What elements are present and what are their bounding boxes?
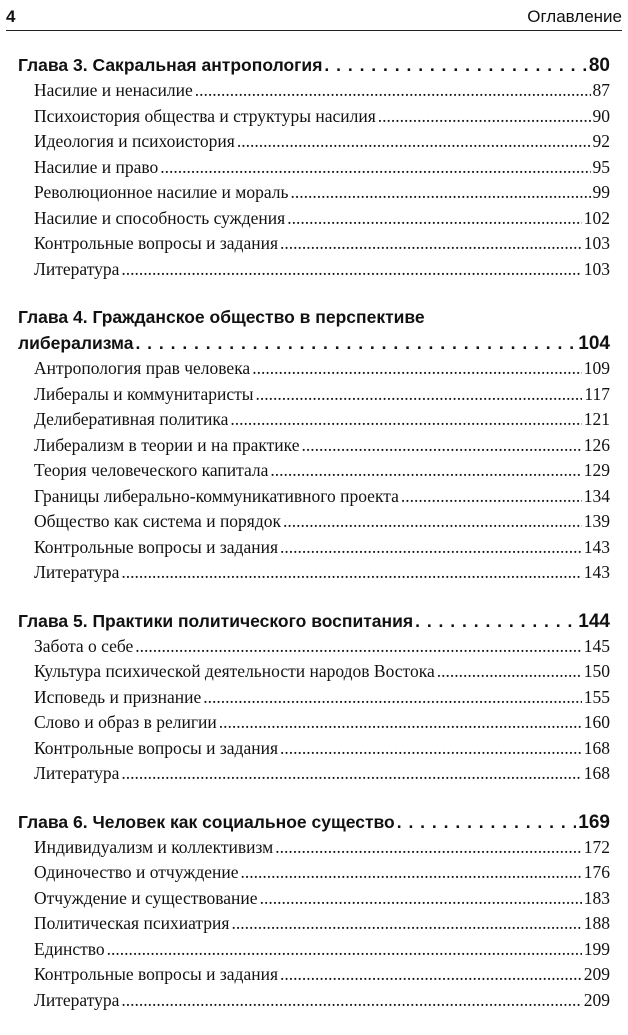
entry-title: Единство [34, 938, 105, 959]
entry-title: Литература [34, 562, 120, 582]
entry-page: 109 [583, 358, 610, 378]
dot-leader [121, 761, 581, 787]
toc-entry[interactable] [18, 509, 610, 535]
toc-entry[interactable] [18, 155, 610, 181]
chapter-3 [18, 52, 610, 282]
entry-title: Насилие и способность суждения [34, 207, 286, 228]
entry-page: 99 [592, 182, 610, 202]
dot-leader [270, 458, 581, 484]
toc-entry[interactable] [18, 886, 610, 912]
entry-page: 176 [583, 862, 610, 882]
dot-leader [231, 911, 581, 937]
page-number: 4 [6, 7, 16, 26]
dot-leader [415, 608, 576, 634]
dot-leader [160, 155, 590, 181]
chapter-title-line2: либерализма [18, 333, 134, 353]
dot-leader [121, 257, 581, 283]
dot-leader [291, 180, 591, 206]
toc-entry[interactable] [18, 659, 610, 685]
entry-page: 139 [583, 511, 610, 531]
chapter-page: 104 [578, 333, 610, 354]
dot-leader [135, 330, 576, 356]
toc-entry[interactable] [18, 988, 610, 1014]
table-of-contents [18, 52, 610, 1035]
entry-title: Революционное насилие и мораль [34, 182, 289, 202]
entry-page: 143 [583, 562, 610, 582]
entry-page: 143 [583, 536, 610, 557]
entry-title: Контрольные вопросы и задания [34, 737, 278, 758]
dot-leader [195, 78, 591, 104]
toc-entry[interactable] [18, 962, 610, 988]
dot-leader [252, 356, 582, 382]
entry-title: Забота о себе [34, 635, 134, 656]
dot-leader [397, 809, 577, 835]
toc-entry[interactable] [18, 911, 610, 937]
dot-leader [283, 509, 582, 535]
entry-page: 129 [583, 460, 610, 480]
toc-entry[interactable] [18, 407, 610, 433]
dot-leader [256, 382, 583, 408]
entry-page: 209 [583, 989, 610, 1010]
entry-title: Отчуждение и существование [34, 887, 258, 908]
entry-title: Либерализм в теории и на практике [34, 434, 300, 455]
entry-page: 155 [583, 686, 610, 707]
chapter-page: 169 [578, 811, 610, 833]
entry-title: Контрольные вопросы и задания [34, 233, 278, 253]
entry-page: 145 [583, 635, 610, 656]
entry-page: 126 [583, 434, 610, 455]
toc-entry[interactable] [18, 382, 610, 408]
dot-leader [301, 433, 581, 459]
entry-page: 150 [583, 661, 610, 681]
entry-title: Границы либерально-коммуникативного проекта [34, 485, 399, 506]
dot-leader [219, 710, 582, 736]
entry-title: Литература [34, 258, 120, 279]
entry-page: 103 [583, 258, 610, 279]
dot-leader [280, 736, 582, 762]
entry-page: 92 [592, 131, 610, 151]
toc-entry[interactable] [18, 835, 610, 861]
entry-title: Насилие и ненасилие [34, 80, 193, 100]
entry-page: 183 [583, 887, 610, 908]
entry-title: Теория человеческого капитала [34, 460, 269, 480]
entry-title: Литература [34, 989, 120, 1010]
chapter-title: Глава 3. Сакральная антропология [18, 55, 323, 75]
dot-leader [241, 860, 582, 886]
entry-title: Общество как система и порядок [34, 511, 282, 531]
toc-entry[interactable] [18, 356, 610, 382]
entry-page: 102 [583, 207, 610, 228]
entry-page: 168 [583, 763, 610, 783]
dot-leader [287, 206, 582, 232]
toc-entry[interactable] [18, 206, 610, 232]
chapter-4 [18, 304, 610, 586]
toc-entry[interactable] [18, 484, 610, 510]
dot-leader [275, 835, 582, 861]
chapter-page: 80 [588, 55, 610, 76]
chapter-5 [18, 608, 610, 787]
entry-title: Исповедь и признание [34, 686, 202, 707]
entry-title: Антропология прав человека [34, 358, 251, 378]
entry-page: 103 [583, 233, 610, 253]
page-header [6, 2, 622, 31]
dot-leader [121, 988, 581, 1014]
entry-page: 188 [583, 913, 610, 933]
entry-title: Одиночество и отчуждение [34, 862, 239, 882]
chapter-heading[interactable] [18, 608, 610, 634]
entry-title: Контрольные вопросы и задания [34, 536, 278, 557]
toc-entry[interactable] [18, 257, 610, 283]
running-title: Оглавление [527, 7, 622, 26]
dot-leader [280, 535, 582, 561]
dot-leader [401, 484, 582, 510]
toc-entry[interactable] [18, 458, 610, 484]
toc-entry[interactable] [18, 736, 610, 762]
toc-entry[interactable] [18, 634, 610, 660]
dot-leader [437, 659, 582, 685]
toc-entry[interactable] [18, 761, 610, 787]
entry-title: Психоистория общества и структуры насилия [34, 105, 376, 126]
entry-title: Либералы и коммунитаристы [34, 383, 254, 404]
dot-leader [260, 886, 582, 912]
toc-entry[interactable] [18, 535, 610, 561]
toc-entry[interactable] [18, 685, 610, 711]
dot-leader [107, 937, 582, 963]
entry-page: 134 [583, 485, 610, 506]
chapter-title: Глава 6. Человек как социальное существо [18, 811, 395, 832]
entry-page: 160 [583, 712, 610, 732]
dot-leader [230, 407, 581, 433]
entry-title: Контрольные вопросы и задания [34, 964, 278, 984]
chapter-title: Глава 5. Практики политического воспитания [18, 610, 414, 631]
entry-page: 199 [583, 938, 610, 959]
toc-entry[interactable] [18, 710, 610, 736]
dot-leader [121, 560, 581, 586]
dot-leader [203, 685, 582, 711]
entry-title: Насилие и право [34, 156, 159, 177]
dot-leader [135, 634, 581, 660]
dot-leader [378, 104, 591, 130]
toc-entry[interactable] [18, 860, 610, 886]
entry-page: 172 [583, 836, 610, 857]
chapter-6 [18, 809, 610, 1014]
dot-leader [280, 962, 582, 988]
toc-entry[interactable] [18, 129, 610, 155]
dot-leader [324, 52, 586, 78]
entry-title: Индивидуализм и коллективизм [34, 836, 274, 857]
toc-entry[interactable] [18, 937, 610, 963]
toc-entry[interactable] [18, 433, 610, 459]
chapter-heading[interactable] [18, 330, 610, 356]
entry-page: 95 [592, 156, 610, 177]
entry-title: Политическая психиатрия [34, 913, 230, 933]
chapter-page: 144 [578, 610, 610, 632]
entry-title: Культура психической деятельности народов Востока [34, 661, 435, 681]
entry-page: 121 [583, 409, 610, 429]
chapter-heading[interactable] [18, 52, 610, 78]
entry-title: Слово и образ в религии [34, 712, 217, 732]
entry-title: Литература [34, 763, 120, 783]
toc-entry[interactable] [18, 560, 610, 586]
entry-page: 209 [583, 964, 610, 984]
toc-entry[interactable] [18, 180, 610, 206]
entry-page: 117 [584, 383, 610, 404]
dot-leader [237, 129, 591, 155]
chapter-title-line1[interactable]: Глава 4. Гражданское общество в перспективе [18, 307, 425, 327]
entry-title: Делиберативная политика [34, 409, 229, 429]
entry-title: Идеология и психоистория [34, 131, 235, 151]
toc-entry[interactable] [18, 231, 610, 257]
entry-page: 90 [592, 105, 610, 126]
dot-leader [280, 231, 582, 257]
entry-page: 87 [592, 80, 610, 100]
toc-entry[interactable] [18, 78, 610, 104]
toc-entry[interactable] [18, 104, 610, 130]
chapter-heading[interactable] [18, 809, 610, 835]
entry-page: 168 [583, 737, 610, 758]
